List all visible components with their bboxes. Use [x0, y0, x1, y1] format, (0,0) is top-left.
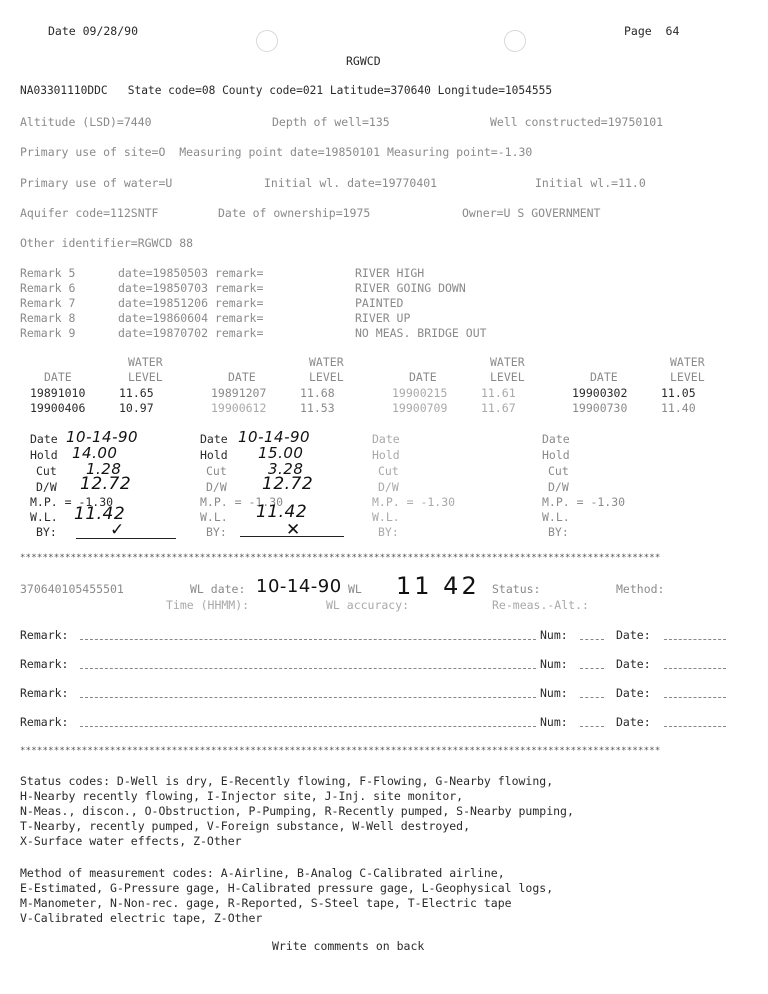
footer-note: Write comments on back: [272, 939, 425, 953]
column-header-water: WATER: [128, 355, 163, 369]
remark-date: date=19851206 remark=: [118, 296, 264, 310]
form-dw-value: 12.72: [80, 474, 132, 494]
column-header-level: LEVEL: [128, 370, 163, 384]
altitude: Altitude (LSD)=7440: [20, 115, 152, 129]
remark-text: RIVER HIGH: [355, 266, 425, 280]
level-date: 19900612: [211, 401, 267, 415]
form-dw-label: D/W: [206, 480, 227, 494]
form-cut-label: Cut: [378, 464, 399, 478]
remark-row-date-field[interactable]: [664, 726, 726, 727]
remark-date: date=19850503 remark=: [118, 266, 264, 280]
status-code-line: Status codes: D-Well is dry, E-Recently flowing, F-Flowing, G-Nearby flowing,: [20, 774, 554, 788]
form-date-value: 10-14-90: [238, 428, 311, 446]
remark-row-date-field[interactable]: [664, 668, 726, 669]
column-header-date: DATE: [590, 370, 618, 384]
remark-text: RIVER UP: [355, 311, 411, 325]
form-mp-label: M.P. = -1.30: [30, 495, 114, 509]
remark-date: date=19870702 remark=: [118, 326, 264, 340]
entry-wl-value: 11 42: [396, 572, 480, 600]
form-hold-label: Hold: [30, 448, 58, 462]
separator-stars: ******************************************************************************************************************: [20, 553, 661, 563]
remark-row-date-field[interactable]: [664, 639, 726, 640]
form-mp-label: M.P. = -1.30: [200, 495, 284, 509]
remark-label: Remark 5: [20, 266, 76, 280]
form-wl-label: W.L.: [30, 510, 58, 524]
entry-wl-date: 10-14-90: [256, 576, 342, 597]
remark-row-date-label: Date:: [616, 628, 651, 642]
column-header-water: WATER: [670, 355, 705, 369]
entry-wl-date-label: WL date:: [190, 582, 246, 596]
level-date: 19900730: [572, 401, 628, 415]
column-header-water: WATER: [309, 355, 344, 369]
column-header-level: LEVEL: [670, 370, 705, 384]
method-code-line: E-Estimated, G-Pressure gage, H-Calibrated pressure gage, L-Geophysical logs,: [20, 881, 554, 895]
remark-row-label: Remark:: [20, 628, 69, 642]
remark-text: RIVER GOING DOWN: [355, 281, 466, 295]
remark-row-num-field[interactable]: [580, 639, 604, 640]
form-mp-label: M.P. = -1.30: [372, 495, 456, 509]
organization-title: RGWCD: [346, 54, 381, 68]
level-date: 19900215: [392, 386, 448, 400]
form-hold-label: Hold: [542, 448, 570, 462]
remark-row-field[interactable]: [80, 696, 536, 698]
entry-status-label: Status:: [492, 582, 541, 596]
separator-stars: ******************************************************************************************************************: [20, 746, 661, 756]
entry-wl-label: WL: [348, 582, 362, 596]
primary-use-water: Primary use of water=U: [20, 176, 173, 190]
form-wl-label: W.L.: [542, 510, 570, 524]
remark-row-label: Remark:: [20, 657, 69, 671]
form-dw-label: D/W: [36, 480, 57, 494]
remark-row-num-label: Num:: [540, 628, 568, 642]
form-by-label: BY:: [206, 525, 227, 539]
entry-site-id: 370640105455501: [20, 582, 124, 596]
column-header-water: WATER: [490, 355, 525, 369]
initial-wl: Initial wl.=11.0: [535, 176, 646, 190]
form-hold-value: 14.00: [72, 444, 118, 462]
status-code-line: X-Surface water effects, Z-Other: [20, 834, 242, 848]
remark-row-num-field[interactable]: [580, 726, 604, 727]
remark-date: date=19860604 remark=: [118, 311, 264, 325]
level-value: 11.68: [300, 386, 335, 400]
form-by-mark: ✕: [286, 520, 301, 540]
other-identifier: Other identifier=RGWCD 88: [20, 236, 194, 250]
remark-label: Remark 8: [20, 311, 76, 325]
column-header-level: LEVEL: [490, 370, 525, 384]
remark-row-field[interactable]: [80, 725, 536, 727]
form-cut-value: 3.28: [268, 460, 304, 478]
form-by-underline: [76, 538, 176, 539]
punch-hole-right: [504, 30, 526, 52]
form-mp-label: M.P. = -1.30: [542, 495, 626, 509]
form-by-label: BY:: [378, 525, 399, 539]
remark-row-date-field[interactable]: [664, 697, 726, 698]
status-code-line: H-Nearby recently flowing, I-Injector site, J-Inj. site monitor,: [20, 789, 464, 803]
form-wl-value: 11.42: [74, 504, 126, 524]
well-depth: Depth of well=135: [272, 115, 390, 129]
remark-row-date-label: Date:: [616, 715, 651, 729]
form-date-label: Date: [542, 432, 570, 446]
remark-label: Remark 6: [20, 281, 76, 295]
form-wl-label: W.L.: [200, 510, 228, 524]
owner: Owner=U S GOVERNMENT: [462, 206, 601, 220]
remark-row-num-label: Num:: [540, 715, 568, 729]
level-value: 11.53: [300, 401, 335, 415]
form-by-mark: ✓: [110, 520, 125, 540]
punch-hole-left: [256, 30, 278, 52]
ownership-date: Date of ownership=1975: [218, 206, 371, 220]
form-by-underline: [240, 536, 344, 537]
remark-label: Remark 9: [20, 326, 76, 340]
report-date: Date 09/28/90: [48, 24, 139, 38]
form-by-label: BY:: [548, 525, 569, 539]
page-number: Page 64: [624, 24, 680, 38]
method-code-line: V-Calibrated electric tape, Z-Other: [20, 911, 263, 925]
status-code-line: N-Meas., discon., O-Obstruction, P-Pumping, R-Recently pumped, S-Nearby pumping,: [20, 804, 574, 818]
form-cut-label: Cut: [36, 464, 57, 478]
method-code-line: Method of measurement codes: A-Airline, B-Analog C-Calibrated airline,: [20, 866, 505, 880]
remark-row-num-label: Num:: [540, 657, 568, 671]
well-constructed: Well constructed=19750101: [490, 115, 664, 129]
entry-time-label: Time (HHMM):: [166, 598, 250, 612]
form-date-label: Date: [200, 432, 228, 446]
remark-row-date-label: Date:: [616, 686, 651, 700]
level-date: 19891207: [211, 386, 267, 400]
form-wl-label: W.L.: [372, 510, 400, 524]
entry-wl-accuracy-label: WL accuracy:: [326, 598, 410, 612]
column-header-date: DATE: [44, 370, 72, 384]
remark-date: date=19850703 remark=: [118, 281, 264, 295]
form-date-value: 10-14-90: [66, 428, 139, 446]
level-value: 11.05: [661, 386, 696, 400]
form-dw-value: 12.72: [262, 474, 314, 494]
level-value: 11.67: [481, 401, 516, 415]
level-date: 19900709: [392, 401, 448, 415]
form-cut-label: Cut: [548, 464, 569, 478]
column-header-level: LEVEL: [309, 370, 344, 384]
site-id-line: NA03301110DDC State code=08 County code=021 Latitude=370640 Longitude=1054555: [20, 84, 553, 97]
form-wl-value: 11.42: [256, 502, 308, 522]
remark-row-num-label: Num:: [540, 686, 568, 700]
form-dw-label: D/W: [378, 480, 399, 494]
remark-row-num-field[interactable]: [580, 668, 604, 669]
entry-method-label: Method:: [616, 582, 665, 596]
remark-row-field[interactable]: [80, 667, 536, 669]
aquifer-code: Aquifer code=112SNTF: [20, 206, 159, 220]
column-header-date: DATE: [228, 370, 256, 384]
status-code-line: T-Nearby, recently pumped, V-Foreign substance, W-Well destroyed,: [20, 819, 471, 833]
form-by-label: BY:: [36, 525, 57, 539]
level-date: 19900302: [572, 386, 628, 400]
remark-row-label: Remark:: [20, 715, 69, 729]
form-date-label: Date: [372, 432, 400, 446]
remark-text: NO MEAS. BRIDGE OUT: [355, 326, 487, 340]
primary-use-site: Primary use of site=O Measuring point date=19850101 Measuring point=-1.30: [20, 145, 533, 159]
level-date: 19900406: [30, 401, 86, 415]
remark-text: PAINTED: [355, 296, 404, 310]
method-code-line: M-Manometer, N-Non-rec. gage, R-Reported, S-Steel tape, T-Electric tape: [20, 896, 512, 910]
form-hold-label: Hold: [372, 448, 400, 462]
form-dw-label: D/W: [548, 480, 569, 494]
form-date-label: Date: [30, 432, 58, 446]
initial-wl-date: Initial wl. date=19770401: [264, 176, 438, 190]
remark-row-field[interactable]: [80, 638, 536, 640]
remark-row-num-field[interactable]: [580, 697, 604, 698]
level-value: 11.61: [481, 386, 516, 400]
remark-label: Remark 7: [20, 296, 76, 310]
remark-row-date-label: Date:: [616, 657, 651, 671]
remark-row-label: Remark:: [20, 686, 69, 700]
level-value: 11.40: [661, 401, 696, 415]
entry-remeas-label: Re-meas.-Alt.:: [492, 598, 589, 612]
form-cut-label: Cut: [206, 464, 227, 478]
level-value: 10.97: [119, 401, 154, 415]
form-hold-value: 15.00: [258, 444, 304, 462]
level-value: 11.65: [119, 386, 154, 400]
form-cut-value: 1.28: [86, 460, 122, 478]
column-header-date: DATE: [409, 370, 437, 384]
form-hold-label: Hold: [200, 448, 228, 462]
level-date: 19891010: [30, 386, 86, 400]
